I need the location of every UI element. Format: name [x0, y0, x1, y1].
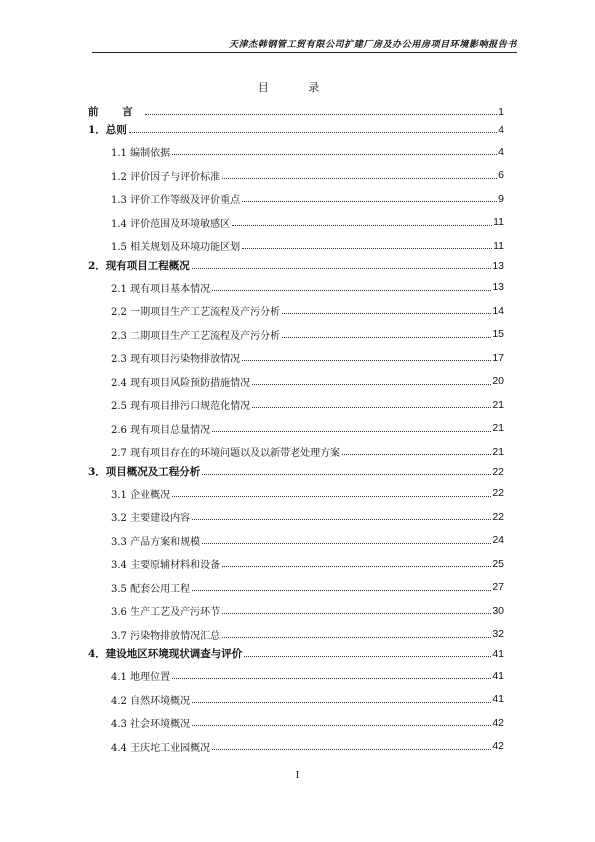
- toc-entry-label: 4.1 地理位置: [111, 672, 171, 684]
- toc-entry-label: 3.2 主要建设内容: [111, 513, 191, 525]
- toc-leader-dots: [202, 543, 491, 544]
- toc-chapter-entry[interactable]: [88, 104, 504, 122]
- toc-entry-page-number: 4: [498, 124, 504, 136]
- toc-entry-label: 2.4 现有项目风险预防措施情况: [111, 377, 251, 389]
- toc-leader-dots: [192, 268, 492, 269]
- toc-section-entry[interactable]: [88, 623, 504, 647]
- toc-leader-dots: [242, 248, 492, 249]
- toc-section-entry[interactable]: [88, 299, 504, 323]
- toc-leader-dots: [212, 431, 491, 432]
- toc-leader-dots: [202, 474, 491, 475]
- toc-entry-page-number: 41: [492, 669, 504, 682]
- toc-section-entry[interactable]: [88, 323, 504, 347]
- toc-leader-dots: [222, 613, 491, 614]
- toc-leader-dots: [232, 225, 492, 226]
- toc-entry-label: 3．项目概况及工程分析: [88, 465, 201, 478]
- toc-section-entry[interactable]: [88, 664, 504, 688]
- toc-entry-page-number: 32: [492, 628, 504, 641]
- toc-entry-label: 前 言: [88, 106, 143, 118]
- toc-entry-page-number: 30: [492, 604, 504, 617]
- toc-entry-label: 1.3 评价工作等级及评价重点: [111, 195, 241, 207]
- toc-leader-dots: [192, 725, 491, 726]
- toc-section-entry[interactable]: [88, 346, 504, 370]
- toc-entry-label: 4.3 社会环境概况: [111, 719, 191, 731]
- toc-leader-dots: [212, 290, 491, 291]
- toc-entry-label: 1．总则: [88, 124, 127, 136]
- toc-entry-page-number: 41: [492, 648, 504, 660]
- toc-entry-page-number: 21: [492, 398, 504, 411]
- toc-leader-dots: [252, 384, 491, 385]
- toc-section-entry[interactable]: [88, 711, 504, 735]
- toc-entry-label: 1.5 相关规划及环境功能区划: [111, 242, 241, 254]
- toc-chapter-entry[interactable]: [88, 258, 504, 276]
- toc-heading: 目 录: [257, 81, 338, 94]
- toc-chapter-entry[interactable]: [88, 646, 504, 664]
- toc-entry-page-number: 24: [492, 534, 504, 547]
- toc-section-entry[interactable]: [88, 735, 504, 759]
- toc-section-entry[interactable]: [88, 440, 504, 464]
- toc-entry-label: 1.1 编制依据: [111, 148, 171, 160]
- toc-section-entry[interactable]: [88, 505, 504, 529]
- toc-entry-page-number: 11: [493, 239, 504, 252]
- toc-entry-page-number: 42: [492, 716, 504, 729]
- toc-entry-label: 4.2 自然环境概况: [111, 695, 191, 707]
- toc-entry-page-number: 9: [498, 192, 504, 205]
- toc-chapter-entry[interactable]: [88, 122, 504, 140]
- toc-entry-label: 4．建设地区环境现状调查与评价: [88, 648, 243, 660]
- toc-entry-page-number: 42: [492, 740, 504, 753]
- toc-leader-dots: [222, 566, 491, 567]
- toc-leader-dots: [252, 407, 491, 408]
- toc-section-entry[interactable]: [88, 576, 504, 600]
- toc-entry-page-number: 13: [492, 259, 504, 272]
- toc-leader-dots: [129, 132, 497, 133]
- toc-entry-page-number: 6: [498, 169, 504, 182]
- toc-entry-page-number: 22: [492, 465, 504, 478]
- toc-leader-dots: [172, 496, 491, 497]
- toc-entry-label: 2.1 现有项目基本情况: [111, 283, 211, 295]
- toc-entry-page-number: 27: [492, 581, 504, 594]
- toc-entry-page-number: 13: [492, 281, 504, 294]
- toc-leader-dots: [192, 519, 491, 520]
- toc-leader-dots: [192, 590, 491, 591]
- toc-leader-dots: [172, 678, 491, 679]
- toc-section-entry[interactable]: [88, 393, 504, 417]
- toc-section-entry[interactable]: [88, 370, 504, 394]
- toc-entry-page-number: 22: [492, 487, 504, 500]
- toc-entry-label: 3.6 生产工艺及产污环节: [111, 607, 221, 619]
- toc-section-entry[interactable]: [88, 234, 504, 258]
- toc-leader-dots: [212, 749, 491, 750]
- toc-entry-page-number: 20: [492, 375, 504, 388]
- toc-leader-dots: [192, 702, 491, 703]
- toc-section-entry[interactable]: [88, 688, 504, 712]
- toc-leader-dots: [244, 656, 491, 657]
- toc-entry-label: 3.7 污染物排放情况汇总: [111, 630, 221, 642]
- toc-entry-label: 3.4 主要原辅材料和设备: [111, 560, 221, 572]
- toc-leader-dots: [222, 178, 497, 179]
- toc-leader-dots: [342, 454, 491, 455]
- table-of-contents: [88, 104, 504, 758]
- toc-section-entry[interactable]: [88, 187, 504, 211]
- toc-section-entry[interactable]: [88, 599, 504, 623]
- toc-entry-label: 2.5 现有项目排污口规范化情况: [111, 401, 251, 413]
- toc-entry-label: 3.5 配套公用工程: [111, 583, 191, 595]
- toc-section-entry[interactable]: [88, 552, 504, 576]
- toc-entry-label: 2．现有项目工程概况: [88, 259, 190, 272]
- toc-entry-page-number: 15: [492, 328, 504, 341]
- toc-entry-label: 1.2 评价因子与评价标准: [111, 171, 221, 183]
- toc-entry-label: 3.3 产品方案和规模: [111, 536, 201, 548]
- toc-entry-page-number: 4: [498, 145, 504, 158]
- toc-entry-page-number: 25: [492, 557, 504, 570]
- toc-section-entry[interactable]: [88, 276, 504, 300]
- toc-entry-label: 3.1 企业概况: [111, 489, 171, 501]
- toc-entry-label: 2.6 现有项目总量情况: [111, 424, 211, 436]
- toc-entry-page-number: 17: [492, 351, 504, 364]
- toc-leader-dots: [282, 337, 491, 338]
- toc-entry-page-number: 11: [493, 216, 504, 229]
- toc-section-entry[interactable]: [88, 140, 504, 164]
- toc-entry-page-number: 1: [498, 106, 504, 118]
- page-number: I: [295, 771, 300, 781]
- toc-entry-label: 2.3 二期项目生产工艺流程及产污分析: [111, 330, 281, 342]
- toc-entry-label: 4.4 王庆坨工业园概况: [111, 742, 211, 754]
- toc-section-entry[interactable]: [88, 164, 504, 188]
- toc-entry-label: 2.3 现有项目污染物排放情况: [111, 354, 241, 366]
- toc-section-entry[interactable]: [88, 529, 504, 553]
- toc-leader-dots: [282, 313, 491, 314]
- toc-section-entry[interactable]: [88, 211, 504, 235]
- header-title: 天津杰韩钢管工贸有限公司扩建厂房及办公用房项目环境影响报告书: [228, 40, 517, 50]
- toc-entry-page-number: 21: [492, 445, 504, 458]
- toc-entry-label: 2.2 一期项目生产工艺流程及产污分析: [111, 307, 281, 319]
- toc-leader-dots: [242, 201, 497, 202]
- toc-section-entry[interactable]: [88, 482, 504, 506]
- toc-entry-page-number: 21: [492, 422, 504, 435]
- page-header: [92, 36, 517, 53]
- toc-leader-dots: [145, 114, 498, 115]
- toc-entry-page-number: 41: [492, 693, 504, 706]
- toc-section-entry[interactable]: [88, 417, 504, 441]
- toc-leader-dots: [172, 154, 497, 155]
- toc-leader-dots: [222, 637, 491, 638]
- toc-leader-dots: [242, 360, 491, 361]
- toc-chapter-entry[interactable]: [88, 464, 504, 482]
- toc-entry-page-number: 22: [492, 510, 504, 523]
- toc-entry-label: 2.7 现有项目存在的环境问题以及以新带老处理方案: [111, 448, 341, 460]
- toc-entry-page-number: 14: [492, 304, 504, 317]
- toc-entry-label: 1.4 评价范围及环境敏感区: [111, 218, 231, 230]
